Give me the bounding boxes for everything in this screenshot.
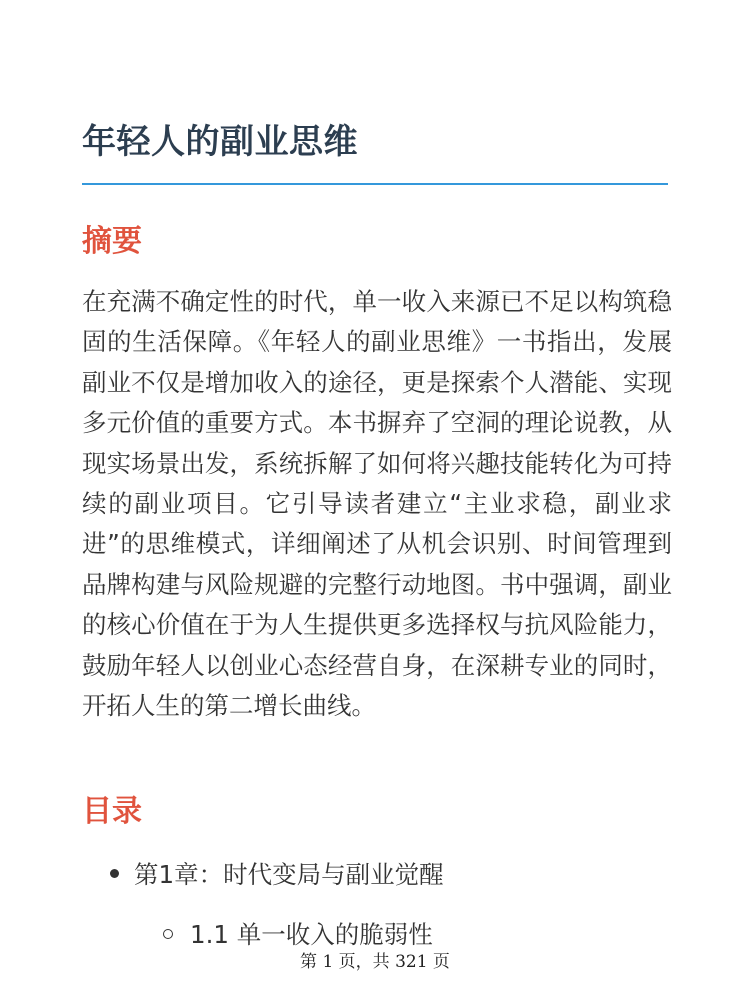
toc-item-chapter-1[interactable] xyxy=(110,852,444,898)
document-title: 年轻人的副业思维 xyxy=(82,122,358,162)
abstract-heading: 摘要 xyxy=(82,224,142,259)
title-divider xyxy=(82,183,668,185)
filled-bullet-icon xyxy=(110,869,119,878)
page-number-footer: 第 1 页，共 321 页 xyxy=(300,952,450,972)
abstract-paragraph: 在充满不确定性的时代，单一收入来源已不足以构筑稳固的生活保障。《年轻人的副业思维》一书指出，发展副业不仅是增加收入的途径，更是探索个人潜能、实现多元价值的重要方式。本书摒弃了空洞的理论说教，从现实场景出发，系统拆解了如何将兴趣技能转化为可持续的副业项目。它引导读者建立“主业求稳，副业求进”的思维模式，详细阐述了从机会识别、时间管理到品牌构建与风险规避的完整行动地图。书中强调，副业的核心价值在于为人生提供更多选择权与抗风险能力，鼓励年轻人以创业心态经营自身，在深耕专业的同时，开拓人生的第二增长曲线。 xyxy=(82,287,672,721)
toc-item-label: 1.1 单一收入的脆弱性 xyxy=(190,920,433,949)
toc-item-label: 第1章：时代变局与副业觉醒 xyxy=(134,860,444,889)
toc-heading: 目录 xyxy=(82,794,142,829)
hollow-bullet-icon xyxy=(163,929,173,939)
